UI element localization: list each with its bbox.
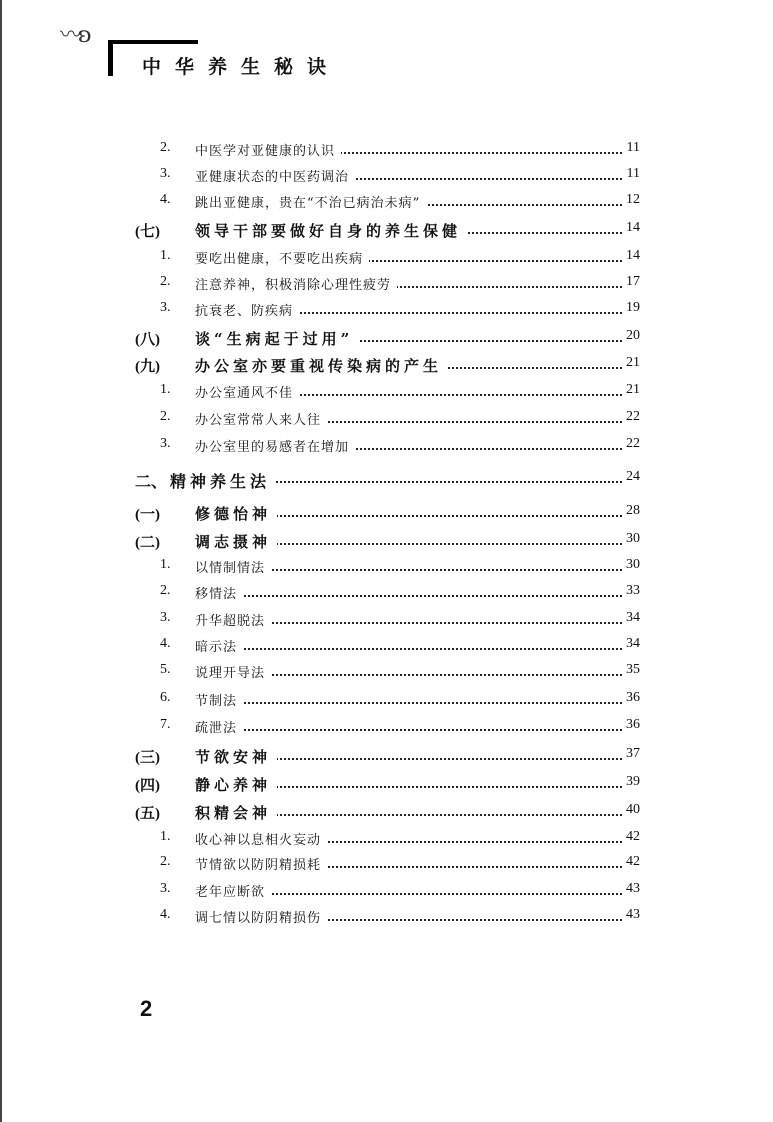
entry-title: 暗示法 [195, 636, 243, 655]
entry-page: 39 [622, 774, 640, 790]
entry-title: 谈“生病起于过用” [195, 328, 359, 349]
toc-entry[interactable] [0, 220, 773, 242]
entry-page: 30 [622, 531, 640, 547]
entry-page: 34 [622, 636, 640, 652]
entry-number: 3. [160, 610, 171, 625]
entry-page: 21 [622, 355, 640, 371]
entry-number: 2. [160, 409, 171, 424]
entry-page: 36 [622, 717, 640, 733]
entry-number: 1. [160, 829, 171, 844]
entry-number: 1. [160, 382, 171, 397]
entry-title: 节情欲以防阴精损耗 [195, 854, 327, 873]
entry-number: 4. [160, 192, 171, 207]
toc-entry[interactable] [0, 662, 773, 684]
toc-entry[interactable] [0, 907, 773, 929]
dot-leader [195, 694, 638, 704]
entry-title: 升华超脱法 [195, 610, 271, 629]
entry-page: 24 [622, 469, 640, 485]
entry-page: 22 [622, 436, 640, 452]
entry-page: 21 [622, 382, 640, 398]
entry-title: 积精会神 [195, 802, 277, 823]
entry-number: 6. [160, 690, 171, 705]
entry-page: 35 [622, 662, 640, 678]
entry-page: 34 [622, 610, 640, 626]
entry-title: 修德怡神 [195, 503, 277, 524]
toc-entry[interactable] [0, 355, 773, 377]
toc-entry[interactable] [0, 881, 773, 903]
series-title: 中华养生秘诀 [142, 56, 341, 78]
entry-number: 5. [160, 662, 171, 677]
entry-title: 亚健康状态的中医药调治 [195, 166, 355, 185]
entry-title: 领导干部要做好自身的养生保健 [195, 220, 467, 241]
entry-number: 7. [160, 717, 171, 732]
toc-entry[interactable] [0, 300, 773, 322]
header-rule-vertical [108, 40, 113, 76]
decorative-ornament-icon: 〰ʚ [60, 23, 88, 48]
toc-entry[interactable] [0, 583, 773, 605]
entry-page: 12 [622, 192, 640, 208]
toc-entry[interactable] [0, 436, 773, 458]
entry-title: 精神养生法 [170, 469, 276, 492]
toc-entry[interactable] [0, 774, 773, 796]
entry-number: (二) [135, 535, 160, 551]
entry-number: 3. [160, 881, 171, 896]
dot-leader [195, 721, 638, 731]
entry-page: 37 [622, 746, 640, 762]
toc-entry[interactable] [0, 328, 773, 350]
entry-number: (七) [135, 224, 160, 240]
entry-page: 17 [622, 274, 640, 290]
entry-number: (八) [135, 332, 160, 348]
entry-page: 42 [622, 829, 640, 845]
entry-page: 28 [622, 503, 640, 519]
entry-title: 中医学对亚健康的认识 [195, 140, 341, 159]
entry-page: 19 [622, 300, 640, 316]
entry-title: 调七情以防阴精损伤 [195, 907, 327, 926]
toc-entry[interactable] [0, 140, 773, 162]
entry-number: (四) [135, 778, 160, 794]
entry-title: 收心神以息相火妄动 [195, 829, 327, 848]
entry-page: 11 [623, 166, 640, 182]
entry-page: 14 [622, 220, 640, 236]
toc-entry[interactable] [0, 469, 773, 491]
entry-title: 办公室常常人来人往 [195, 409, 327, 428]
page-number: 2 [140, 996, 153, 1021]
entry-title: 节欲安神 [195, 746, 277, 767]
toc-entry[interactable] [0, 192, 773, 214]
entry-title: 静心养神 [195, 774, 277, 795]
entry-title: 注意养神，积极消除心理性疲劳 [195, 274, 397, 293]
entry-title: 办公室亦要重视传染病的产生 [195, 355, 448, 376]
toc-entry[interactable] [0, 557, 773, 579]
entry-number: 3. [160, 436, 171, 451]
toc-entry[interactable] [0, 382, 773, 404]
entry-title: 移情法 [195, 583, 243, 602]
entry-number: (九) [135, 359, 160, 375]
entry-title: 抗衰老、防疾病 [195, 300, 299, 319]
entry-number: 3. [160, 166, 171, 181]
entry-title: 办公室通风不佳 [195, 382, 299, 401]
entry-page: 20 [622, 328, 640, 344]
entry-page: 43 [622, 907, 640, 923]
dot-leader [195, 587, 638, 597]
entry-page: 33 [622, 583, 640, 599]
entry-page: 42 [622, 854, 640, 870]
entry-number: 2. [160, 583, 171, 598]
entry-title: 节制法 [195, 690, 243, 709]
entry-page: 43 [622, 881, 640, 897]
toc-entry[interactable] [0, 802, 773, 824]
toc-entry[interactable] [0, 503, 773, 525]
entry-page: 14 [622, 248, 640, 264]
entry-number: 4. [160, 636, 171, 651]
entry-number: 2. [160, 854, 171, 869]
toc-entry[interactable] [0, 854, 773, 876]
entry-number: 1. [160, 557, 171, 572]
entry-page: 36 [622, 690, 640, 706]
entry-page: 40 [622, 802, 640, 818]
entry-number: 二、 [135, 474, 168, 491]
toc-entry[interactable] [0, 248, 773, 270]
entry-title: 以情制情法 [195, 557, 271, 576]
entry-number: 1. [160, 248, 171, 263]
entry-number: (三) [135, 750, 160, 766]
entry-title: 老年应断欲 [195, 881, 271, 900]
entry-title: 调志摄神 [195, 531, 277, 552]
toc-entry[interactable] [0, 409, 773, 431]
entry-page: 30 [622, 557, 640, 573]
entry-page: 11 [623, 140, 640, 156]
entry-title: 疏泄法 [195, 717, 243, 736]
entry-number: 2. [160, 274, 171, 289]
toc-entry[interactable] [0, 690, 773, 712]
toc-entry[interactable] [0, 636, 773, 658]
entry-page: 22 [622, 409, 640, 425]
entry-number: 4. [160, 907, 171, 922]
entry-number: (一) [135, 507, 160, 523]
toc-entry[interactable] [0, 717, 773, 739]
entry-title: 办公室里的易感者在增加 [195, 436, 355, 455]
toc-entry[interactable] [0, 746, 773, 768]
entry-number: 3. [160, 300, 171, 315]
toc-entry[interactable] [0, 829, 773, 851]
toc-entry[interactable] [0, 531, 773, 553]
toc-entry[interactable] [0, 274, 773, 296]
entry-title: 跳出亚健康，贵在“不治已病治未病” [195, 192, 426, 211]
entry-title: 说理开导法 [195, 662, 271, 681]
dot-leader [195, 640, 638, 650]
entry-title: 要吃出健康，不要吃出疾病 [195, 248, 369, 267]
toc-entry[interactable] [0, 610, 773, 632]
toc-entry[interactable] [0, 166, 773, 188]
entry-number: 2. [160, 140, 171, 155]
entry-number: (五) [135, 806, 160, 822]
header-rule [108, 40, 198, 44]
